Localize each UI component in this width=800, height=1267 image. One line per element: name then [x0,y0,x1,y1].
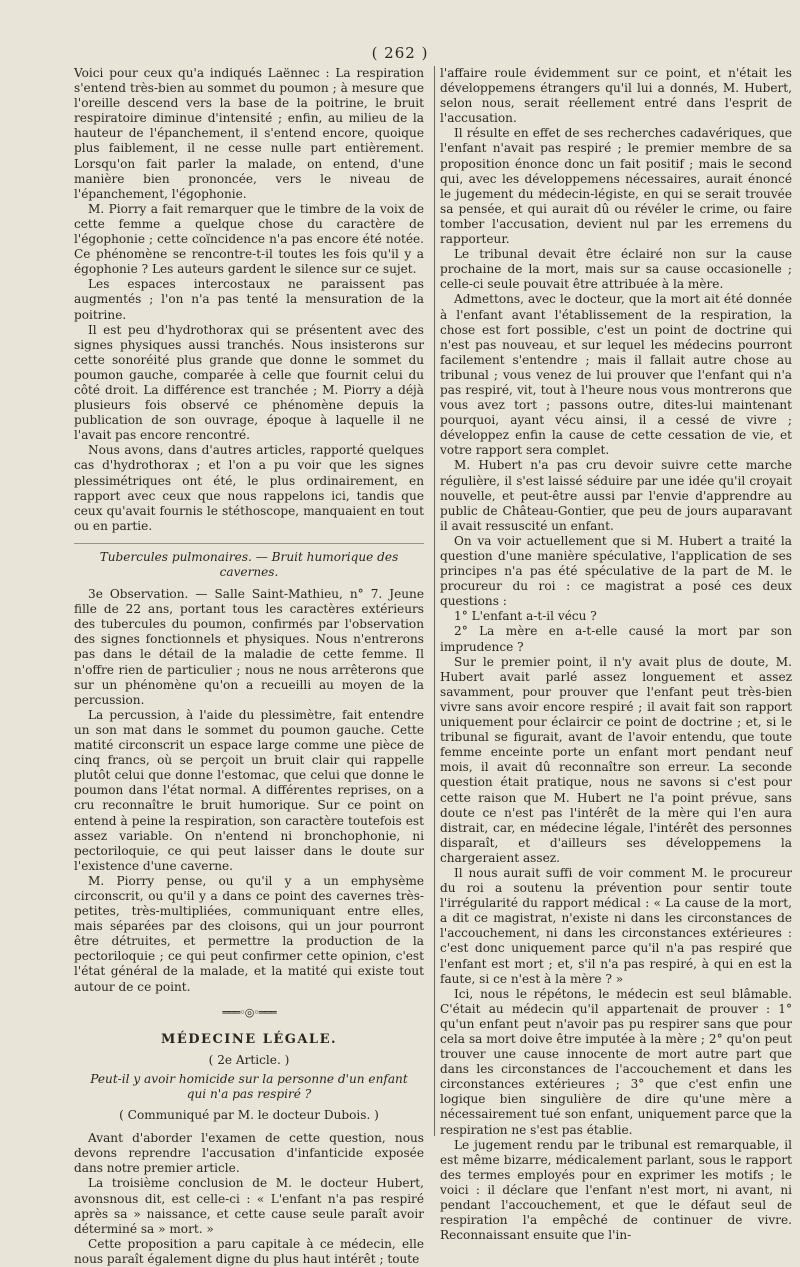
section-title: Tubercules pulmonaires. — Bruit humorique des cavernes. [74,543,424,580]
section-heading: MÉDECINE LÉGALE. [160,1031,338,1047]
paragraph: La troisième conclusion de M. le docteur Hubert, avonsnous dit, est celle-ci : « L'enfant n'a pas respiré après sa » naissance, et cette cause seule paraît avoir déterminé sa » mort. » [74,1176,424,1236]
paragraph: M. Piorry a fait remarquer que le timbre de la voix de cette femme a quelque chose du caractère de l'égophonie ; cette coïncidence n'a pas encore été notée. Ce phénomène se rencontre-t-il toutes les fois qu'il y a égophonie ? Les auteurs gardent le silence sur ce sujet. [74,201,424,277]
paragraph: Il nous aurait suffi de voir comment M. le procureur du roi a soutenu la prévention pour sentir toute l'irrégularité du rapport médical : « La cause de la mort, a dit ce magistrat, n'existe ni dans les circonstances de l'accouchement, ni dans les circonstances extérieures : c'est donc uniquement parce qu'il n'a pas respiré que l'enfant est mort ; et, s'il n'a pas respiré, à qui en est la faute, si ce n'est à la mère ? » [440,865,792,986]
article-author: ( Communiqué par M. le docteur Dubois. ) [119,1108,379,1123]
paragraph: La percussion, à l'aide du plessimètre, fait entendre un son mat dans le sommet du poumon gauche. Cette matité circonscrit un espace large comme une pièce de cinq francs, où se perçoit un bruit clair qui rappelle plutôt celui que donne l'estomac, que celui que donne le poumon dans l'état normal. A différentes reprises, on a cru reconnaître le bruit humorique. Sur ce point on entend à peine la respiration, son caractère toutefois est assez variable. On n'entend ni bronchophonie, ni pectoriloquie, ce qui peut laisser dans le doute sur l'existence d'une caverne. [74,707,424,873]
paragraph: Les espaces intercostaux ne paraissent pas augmentés ; l'on n'a pas tenté la mensuration de la poitrine. [74,277,424,322]
column-divider [434,66,435,1136]
paragraph: Nous avons, dans d'autres articles, rapporté quelques cas d'hydrothorax ; et l'on a pu voir que les signes plessimétriques ont été, le plus ordinairement, en rapport avec ceux que nous rappelons ici, tandis que ceux qu'avait fournis le stéthoscope, manquaient en tout ou en partie. [74,443,424,533]
paragraph: Le jugement rendu par le tribunal est remarquable, il est même bizarre, médicalement parlant, sous le rapport des termes employés pour en exprimer les motifs ; le voici : il déclare que l'enfant n'est mort, ni avant, ni pendant l'accouchement, et que le défaut seul de respiration l'a empêché de continuer de vivre. Reconnaissant ensuite que l'in- [440,1137,792,1243]
question-item: 1° L'enfant a-t-il vécu ? [454,609,597,624]
paragraph: Cette proposition a paru capitale à ce médecin, elle nous paraît également digne du plus haut intérêt ; toute [74,1236,424,1266]
paragraph: M. Piorry pense, ou qu'il y a un emphysème circonscrit, ou qu'il y a dans ce point des cavernes très-petites, très-multipliées, communiquant entre elles, mais séparées par des cloisons, qui un jour pourront être détruites, et permettre la production de la pectoriloquie ; ce qui peut confirmer cette opinion, c'est l'état général de la malade, et la matité qui existe tout autour de ce point. [74,873,424,994]
left-column [74,66,424,1267]
paragraph: Voici pour ceux qu'a indiqués Laënnec : La respiration s'entend très-bien au sommet du poumon ; à mesure que l'oreille descend vers la base de la poitrine, le bruit respiratoire diminue d'intensité ; enfin, au milieu de la hauteur de l'épanchement, il s'entend encore, quoique plus faiblement, il ne cesse nulle part entièrement. Lorsqu'on fait parler la malade, on entend, d'une manière bien prononcée, vers le niveau de l'épanchement, l'égophonie. [74,66,424,201]
paragraph: Ici, nous le répétons, le médecin est seul blâmable. C'était au médecin qu'il appartenait de prouver : 1° qu'un enfant peut n'avoir pas pu respirer sans que pour cela sa mort doive être imputée à la mère ; 2° qu'on peut trouver une cause innocente de mort autre part que dans les circonstances de l'accouchement et dans les circonstances extérieures ; 3° que c'est enfin une logique bien singulière de dire qu'une mère a nécessairement tué son enfant, uniquement parce que la respiration ne s'est pas établie. [440,986,792,1137]
paragraph: Admettons, avec le docteur, que la mort ait été donnée à l'enfant avant l'établissement de la respiration, la chose est fort possible, c'est un point de doctrine qui n'est pas nouveau, et sur lequel les médecins pourront facilement s'entendre ; mais il fallait autre chose au tribunal ; vous venez de lui prouver que l'enfant qui n'a pas respiré, vit, tout à l'heure nous vous montrerons que vous avez tort ; passons outre, dites-lui maintenant pourquoi, ayant vécu ainsi, il a cessé de vivre ; développez enfin la cause de cette cessation de vie, et votre rapport sera complet. [440,292,792,458]
paragraph: Il est peu d'hydrothorax qui se présentent avec des signes physiques aussi tranchés. Nous insisterons sur cette sonoréité plus grande que donne le sommet du poumon gauche, comparée à celle que fournit celui du côté droit. La différence est tranchée ; M. Piorry a déjà plusieurs fois observé ce phénomène depuis la publication de son ouvrage, époque à laquelle il ne l'avait pas encore rencontré. [74,322,424,443]
right-column [440,66,792,1243]
page-number: ( 262 ) [371,44,429,62]
paragraph: Avant d'aborder l'examen de cette question, nous devons reprendre l'accusation d'infanticide exposée dans notre premier article. [74,1131,424,1176]
article-number: ( 2e Article. ) [208,1052,290,1067]
paragraph: 3e Observation. — Salle Saint-Mathieu, n° 7. Jeune fille de 22 ans, portant tous les caractères extérieurs des tubercules du poumon, confirmés par l'observation des signes fonctionnels et physiques. Nous n'entrerons pas dans le détail de la maladie de cette femme. Il n'offre rien de particulier ; nous ne nous arrêterons que sur un phénomène qu'on a recueilli au moyen de la percussion. [74,587,424,707]
paragraph: On va voir actuellement que si M. Hubert a traité la question d'une manière spéculative, l'application de ses principes n'a pas été spéculative de la part de M. le procureur du roi : ce magistrat a posé ces deux questions : [440,533,792,609]
article-title: Peut-il y avoir homicide sur la personne d'un enfant qui n'a pas respiré ? [90,1071,408,1101]
paragraph: l'affaire roule évidemment sur ce point, et n'était les développemens étrangers qu'il lui a donnés, M. Hubert, selon nous, serait réellement entré dans l'esprit de l'accusation. [440,66,792,126]
paragraph: Le tribunal devait être éclairé non sur la cause prochaine de la mort, mais sur sa cause occasionelle ; celle-ci seule pouvait être attribuée à la mère. [440,247,792,292]
question-item: 2° La mère en a-t-elle causé la mort par son imprudence ? [440,624,792,654]
paragraph: Il résulte en effet de ses recherches cadavériques, que l'enfant n'avait pas respiré ; le premier membre de sa proposition énonce donc un fait positif ; mais le second qui, avec les développemens nécessaires, aurait énoncé le jugement du médecin-légiste, en qui se serait trouvée sa pensée, et qui aurait dû ou révéler le crime, ou faire tomber l'accusation, devient nul par les erremens du rapporteur. [440,126,792,247]
ornament-divider: ═══◦◎◦═══ [222,1005,276,1019]
paragraph: M. Hubert n'a pas cru devoir suivre cette marche régulière, il s'est laissé séduire par une idée qu'il croyait nouvelle, et peut-être aussi par l'envie d'apprendre au public de Château-Gontier, que peu de jours auparavant il avait ressuscité un enfant. [440,458,792,533]
paragraph: Sur le premier point, il n'y avait plus de doute, M. Hubert avait parlé assez longuement et assez savamment, pour prouver que l'enfant peut très-bien vivre sans avoir encore respiré ; il avait fait son rapport uniquement pour éclaircir ce point de doctrine ; et, si le tribunal se figurait, avant de l'avoir entendu, que toute femme enceinte porte un enfant mort pendant neuf mois, il avait dû reconnaître son erreur. La seconde question était pratique, nous ne savons si c'est pour cette raison que M. Hubert ne l'a point prévue, sans doute ce n'est pas l'intérêt de la mère qui l'en aura distrait, car, en médecine légale, l'intérêt des personnes disparaît, et d'ailleurs ses développemens la chargeraient assez. [440,654,792,865]
